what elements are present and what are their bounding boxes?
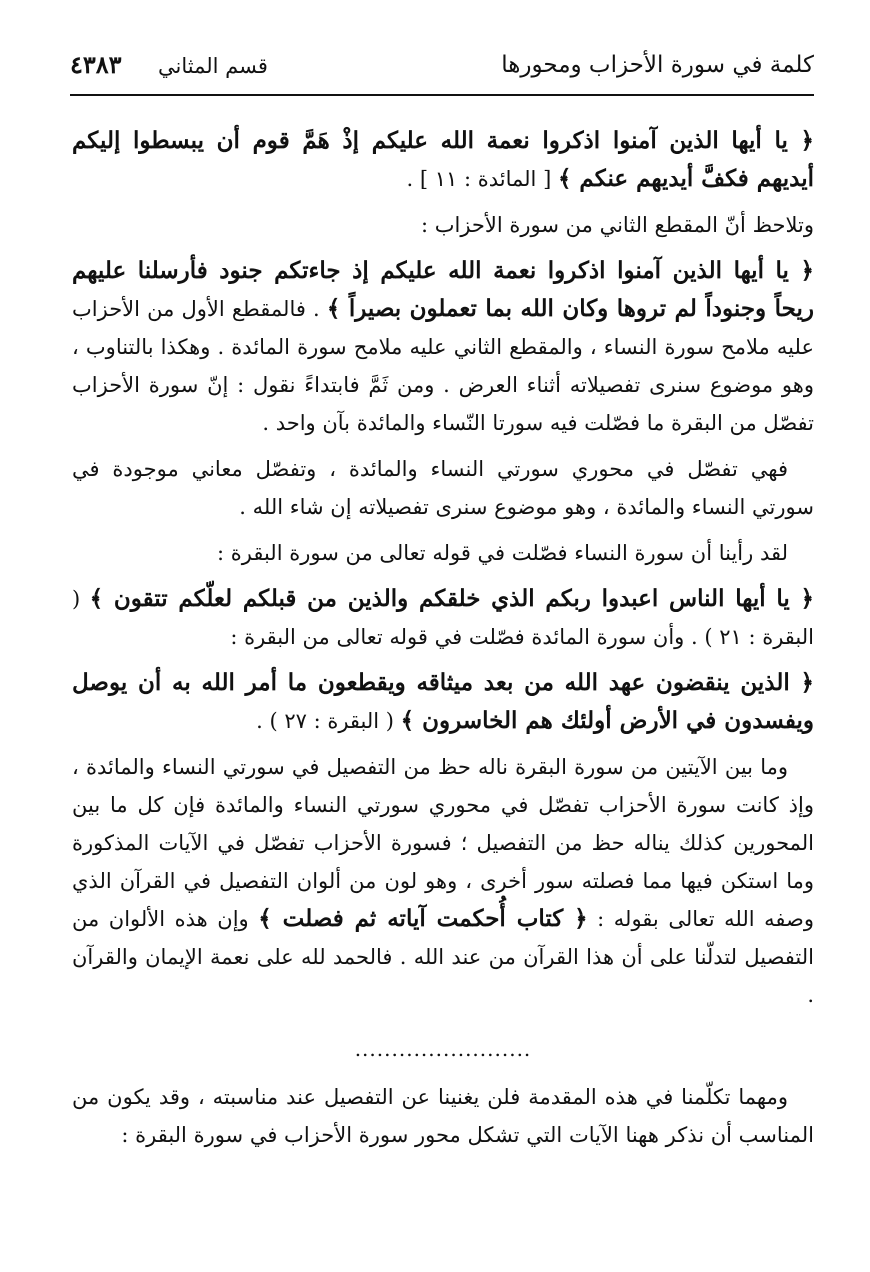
page-body: [72, 122, 814, 1154]
paragraph-4: فهي تفصّل في محوري سورتي النساء والمائدة ، وتفصّل معاني موجودة في سورتي النساء والمائدة ، وهو موضوع سنرى تفصيلاته إن شاء الله .: [72, 457, 814, 519]
quran-verse: ﴿ يا أيها الناس اعبدوا ربكم الذي خلقكم والذين من قبلكم لعلّكم تتقون ﴾: [89, 585, 814, 612]
paragraph-8: [72, 748, 814, 1014]
verse-reference: ( البقرة : ٢٧ ) .: [256, 709, 401, 733]
running-title: كلمة في سورة الأحزاب ومحورها: [501, 52, 814, 78]
paragraph-text: وإن هذه الألوان من التفصيل لتدلّنا على أن هذا القرآن من عند الله . فالحمد لله على نعمة الإيمان والقرآن .: [72, 907, 814, 1007]
paragraph-text: . فالمقطع الأول من الأحزاب عليه ملامح سورة النساء ، والمقطع الثاني عليه ملامح سورة المائدة . وهكذا بالتناوب ، وهو موضوع سنرى تفصيلاته أثناء العرض . ومن ثَمَّ فابتداءً نقول : إنّ سورة الأحزاب تفصّل من البقرة ما فصّلت فيه سورتا النّساء والمائدة بآن واحد .: [72, 297, 814, 435]
paragraph-6: [72, 580, 814, 656]
paragraph-5: لقد رأينا أن سورة النساء فصّلت في قوله تعالى من سورة البقرة :: [217, 541, 788, 565]
paragraph-9: ومهما تكلّمنا في هذه المقدمة فلن يغنينا عن التفصيل عند مناسبته ، وقد يكون من المناسب أن نذكر ههنا الآيات التي تشكل محور سورة الأحزاب في سورة البقرة :: [72, 1085, 814, 1147]
quran-verse: ﴿ الذين ينقضون عهد الله من بعد ميثاقه ويقطعون ما أمر الله به أن يوصل ويفسدون في الأرض أولئك هم الخاسرون ﴾: [72, 669, 814, 734]
paragraph-1: [72, 122, 814, 198]
section-label: قسم المثاني: [158, 54, 268, 78]
paragraph-text: وما بين الآيتين من سورة البقرة ناله حظ من التفصيل في سورتي النساء والمائدة ، وإذ كانت سورة الأحزاب تفصّل في محوري سورتي النساء والمائدة فإن كل ما بين المحورين كذلك يناله حظ من التفصيل ؛ فسورة الأحزاب تفصّل في الآيات المذكورة وما استكن فيها مما فصلته سور أخرى ، وهو لون من ألوان التفصيل في القرآن الذي وصفه الله تعالى بقوله :: [72, 755, 814, 931]
verse-reference: [ المائدة : ١١ ] .: [406, 167, 558, 191]
quran-quote: ﴿ كتاب أُحكمت آياته ثم فصلت ﴾: [258, 905, 588, 932]
page-header: [70, 50, 814, 96]
paragraph-7: [72, 664, 814, 740]
paragraph-2: وتلاحظ أنّ المقطع الثاني من سورة الأحزاب :: [420, 213, 814, 237]
paragraph-3: [72, 252, 814, 442]
paragraph-text: ( البقرة : ٢١ ) . وأن سورة المائدة فصّلت في قوله تعالى من البقرة :: [72, 587, 814, 649]
page-number: ٤٣٨٣: [70, 50, 122, 79]
section-separator: ........................: [354, 1037, 532, 1061]
quran-verse: ﴿ يا أيها الذين آمنوا اذكروا نعمة الله عليكم إذ جاءتكم جنود فأرسلنا عليهم ريحاً وجنوداً لم تروها وكان الله بما تعملون بصيراً ﴾: [72, 257, 815, 322]
quran-verse: ﴿ يا أيها الذين آمنوا اذكروا نعمة الله عليكم إذْ هَمَّ قوم أن يبسطوا إليكم أيديهم فكفَّ أيديهم عنكم ﴾: [72, 127, 814, 192]
